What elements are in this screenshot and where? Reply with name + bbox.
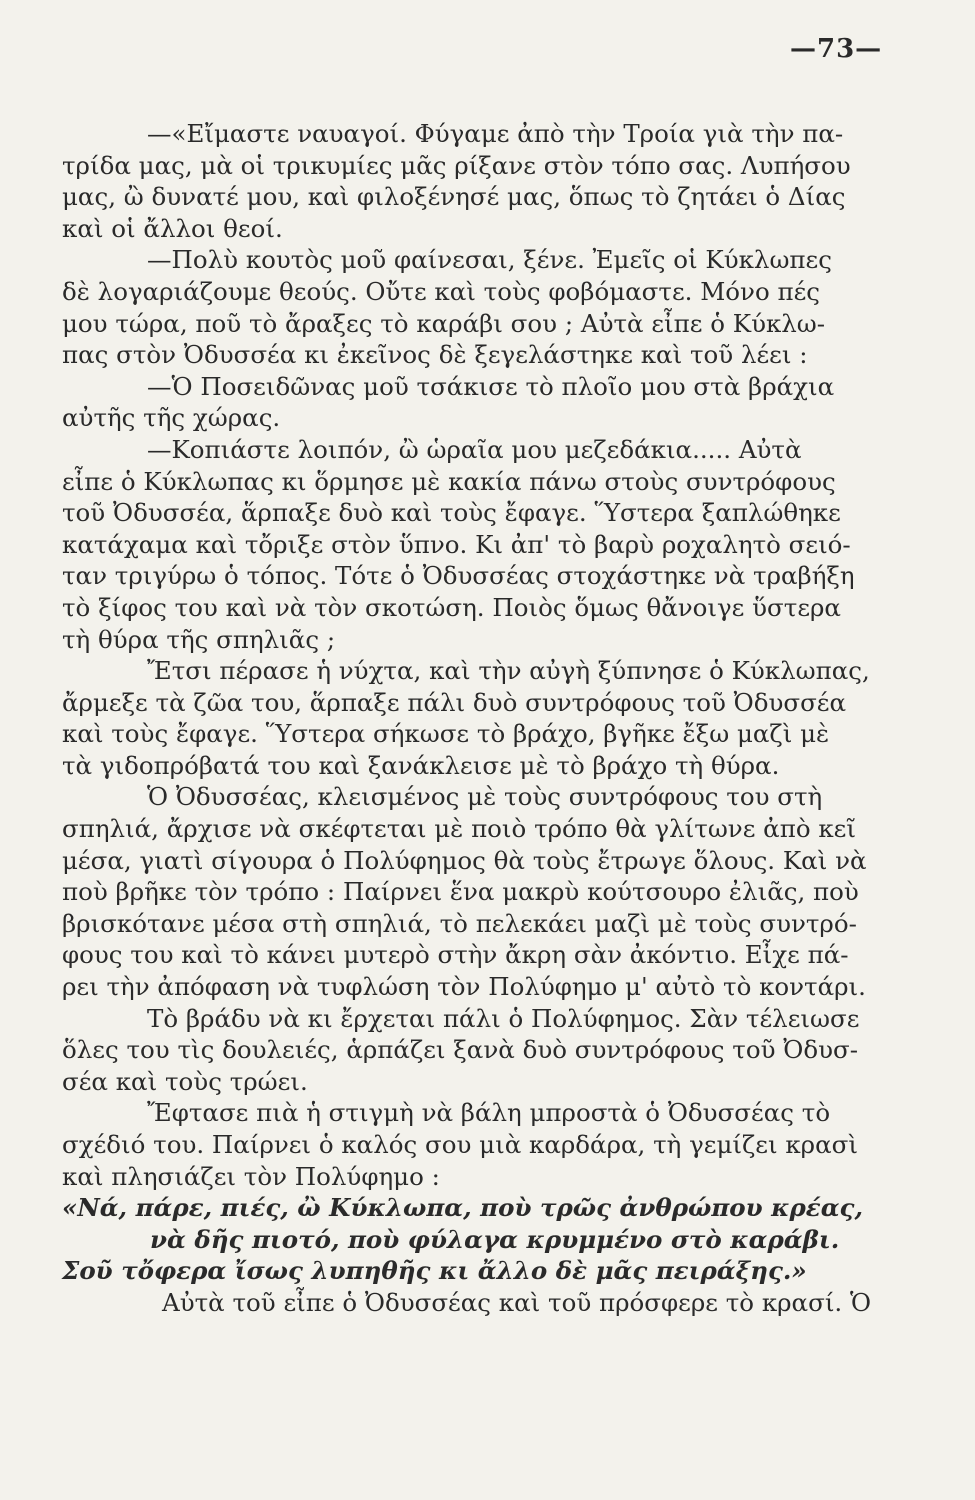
text-line: —Κοπιάστε λοιπόν, ὢ ὡραῖα μου μεζεδάκια..... Αὐτὰ — [147, 434, 802, 464]
text-line: καὶ τοὺς ἔφαγε. Ὕστερα σήκωσε τὸ βράχο, βγῆκε ἔξω μαζὶ μὲ — [62, 719, 830, 749]
text-line: Ἔτσι πέρασε ἡ νύχτα, καὶ τὴν αὐγὴ ξύπνησε ὁ Κύκλωπας, — [147, 656, 870, 686]
text-line: μέσα, γιατὶ σίγουρα ὁ Πολύφημος θὰ τοὺς ἔτρωγε ὅλους. Καὶ νὰ — [62, 845, 867, 875]
text-line: κατάχαμα καὶ τὄριξε στὸν ὕπνο. Κι ἀπ' τὸ βαρὺ ροχαλητὸ σειό- — [62, 529, 851, 559]
text-line: σπηλιά, ἄρχισε νὰ σκέφτεται μὲ ποιὸ τρόπο θὰ γλίτωνε ἀπὸ κεῖ — [62, 814, 856, 844]
text-line: ἄρμεξε τὰ ζῶα του, ἅρπαξε πάλι δυὸ συντρόφους τοῦ Ὀδυσσέα — [62, 687, 847, 717]
text-line: καὶ πλησιάζει τὸν Πολύφημο : — [62, 1161, 440, 1191]
text-line: —Πολὺ κουτὸς μοῦ φαίνεσαι, ξένε. Ἐμεῖς οἱ Κύκλωπες — [147, 245, 832, 275]
text-line: τὰ γιδοπρόβατά του καὶ ξανάκλεισε μὲ τὸ βράχο τὴ θύρα. — [62, 750, 780, 780]
text-line: τοῦ Ὀδυσσέα, ἅρπαξε δυὸ καὶ τοὺς ἔφαγε. Ὕστερα ξαπλώθηκε — [62, 498, 841, 528]
text-line: —«Εἴμαστε ναυαγοί. Φύγαμε ἀπὸ τὴν Τροία γιὰ τὴν πα- — [147, 119, 844, 148]
text-line: πας στὸν Ὀδυσσέα κι ἐκεῖνος δὲ ξεγελάστηκε καὶ τοῦ λέει : — [62, 340, 808, 370]
text-line: Τὸ βράδυ νὰ κι ἔρχεται πάλι ὁ Πολύφημος. Σὰν τέλειωσε — [147, 1003, 860, 1033]
text-line: Αὐτὰ τοῦ εἶπε ὁ Ὀδυσσέας καὶ τοῦ πρόσφερε τὸ κρασί. Ὁ — [162, 1287, 872, 1317]
text-line: φους του καὶ τὸ κάνει μυτερὸ στὴν ἄκρη σὰν ἀκόντιο. Εἶχε πά- — [62, 940, 849, 970]
text-line: σχέδιό του. Παίρνει ὁ καλός σου μιὰ καρδάρα, τὴ γεμίζει κρασὶ — [62, 1130, 858, 1159]
text-line: αὐτῆς τῆς χώρας. — [62, 403, 281, 433]
page-number: —73— — [790, 34, 883, 64]
text-line: Ἔφτασε πιὰ ἡ στιγμὴ νὰ βάλη μπροστὰ ὁ Ὀδυσσέας τὸ — [147, 1098, 831, 1128]
text-line: εἶπε ὁ Κύκλωπας κι ὅρμησε μὲ κακία πάνω στοὺς συντρόφους — [62, 466, 836, 496]
text-line: τὴ θύρα τῆς σπηλιᾶς ; — [62, 624, 336, 654]
text-line: Ὁ Ὀδυσσέας, κλεισμένος μὲ τοὺς συντρόφους του στὴ — [147, 782, 823, 812]
text-line: σέα καὶ τοὺς τρώει. — [62, 1066, 308, 1096]
text-line: καὶ οἱ ἄλλοι θεοί. — [62, 213, 283, 243]
text-line: ὅλες του τὶς δουλειές, ἁρπάζει ξανὰ δυὸ συντρόφους τοῦ Ὀδυσ- — [62, 1035, 858, 1065]
text-line: μας, ὢ δυνατέ μου, καὶ φιλοξένησέ μας, ὅπως τὸ ζητάει ὁ Δίας — [62, 182, 846, 212]
text-line: τρίδα μας, μὰ οἱ τρικυμίες μᾶς ρίξανε στὸν τόπο σας. Λυπήσου — [62, 150, 851, 180]
text-line: —Ὁ Ποσειδῶνας μοῦ τσάκισε τὸ πλοῖο μου στὰ βράχια — [147, 371, 835, 401]
body-text — [62, 118, 912, 1319]
text-line: ποὺ βρῆκε τὸν τρόπο : Παίρνει ἕνα μακρὺ κούτσουρο ἐλιᾶς, ποὺ — [62, 877, 859, 907]
text-line: ρει τὴν ἀπόφαση νὰ τυφλώση τὸν Πολύφημο μ' αὐτὸ τὸ κοντάρι. — [62, 972, 866, 1002]
poem-line: νὰ δῆς πιοτό, ποὺ φύλαγα κρυμμένο στὸ καράβι. — [150, 1224, 840, 1254]
poem-line: «Νά, πάρε, πιές, ὢ Κύκλωπα, ποὺ τρῶς ἀνθρώπου κρέας, — [62, 1193, 863, 1223]
text-line: βρισκότανε μέσα στὴ σπηλιά, τὸ πελεκάει μαζὶ μὲ τοὺς συντρό- — [62, 908, 857, 938]
text-line: δὲ λογαριάζουμε θεούς. Οὔτε καὶ τοὺς φοβόμαστε. Μόνο πές — [62, 276, 821, 306]
poem-line: Σοῦ τὄφερα ἴσως λυπηθῆς κι ἄλλο δὲ μᾶς πειράξης.» — [62, 1256, 807, 1286]
text-line: μου τώρα, ποῦ τὸ ἄραξες τὸ καράβι σου ; Αὐτὰ εἶπε ὁ Κύκλω- — [62, 308, 826, 338]
text-line: τὸ ξίφος του καὶ νὰ τὸν σκοτώση. Ποιὸς ὅμως θἄνοιγε ὕστερα — [62, 592, 841, 622]
text-line: ταν τριγύρω ὁ τόπος. Τότε ὁ Ὀδυσσέας στοχάστηκε νὰ τραβήξη — [62, 561, 855, 591]
